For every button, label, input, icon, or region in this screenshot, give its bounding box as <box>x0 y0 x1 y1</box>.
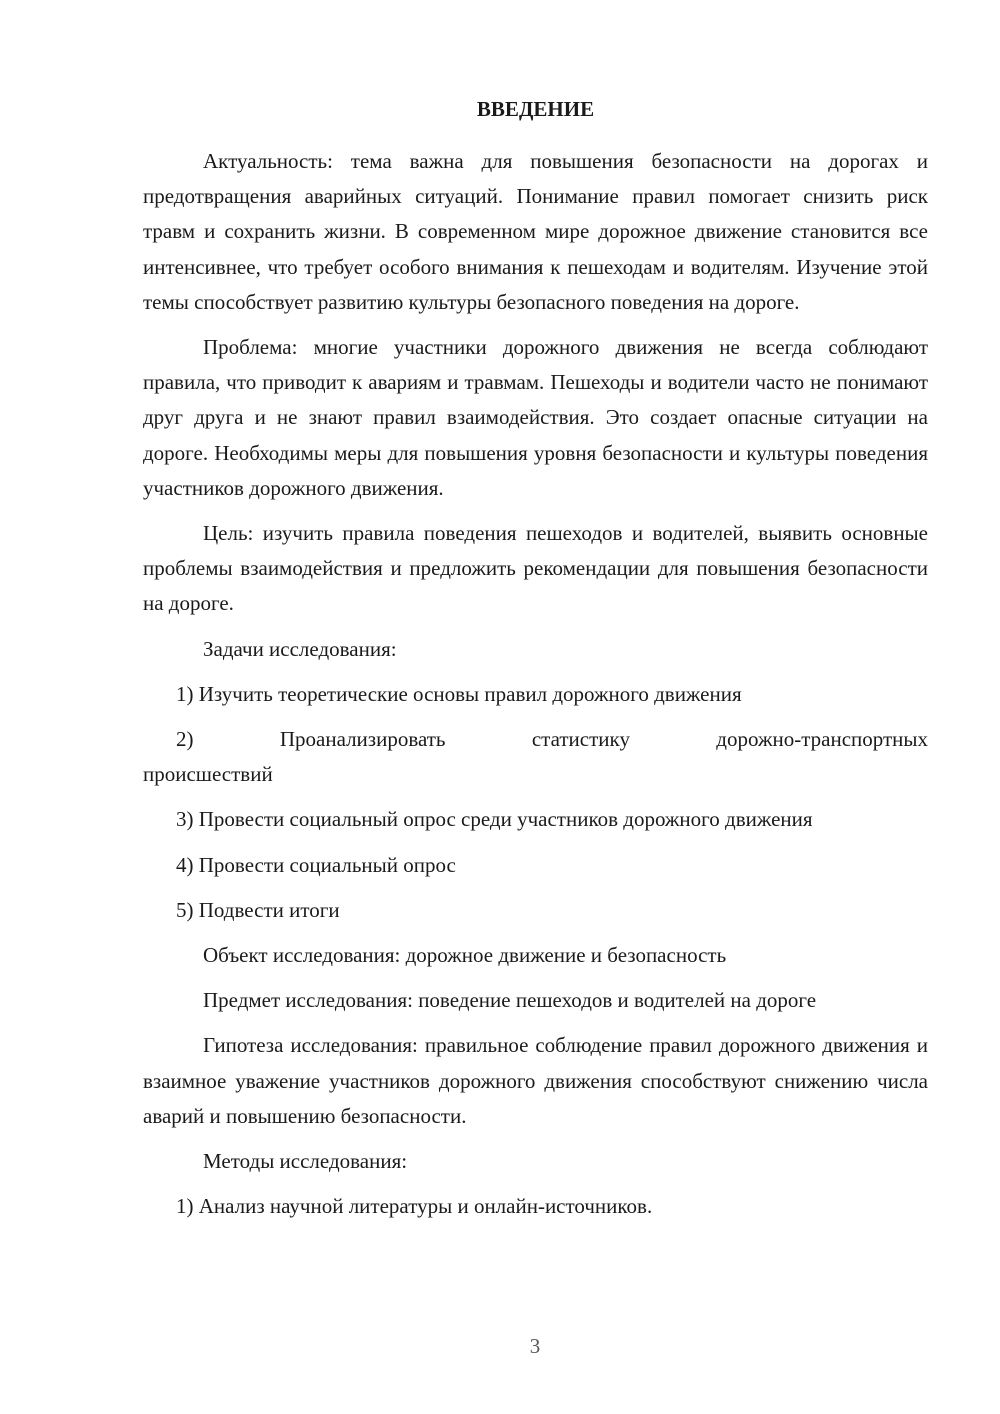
method-item-1: 1) Анализ научной литературы и онлайн-источников. <box>176 1194 653 1219</box>
problem-paragraph: Проблема: многие участники дорожного движения не всегда соблюдают правила, что приводит к авариям и травмам. Пешеходы и водители часто не понимают друг друга и не знают правил взаимодействия. Это создает опасные ситуации на дороге. Необходимы меры для повышения уровня безопасности и культуры поведения участников дорожного движения. <box>143 335 928 500</box>
methods-heading: Методы исследования: <box>203 1149 408 1174</box>
hypothesis-paragraph: Гипотеза исследования: правильное соблюдение правил дорожного движения и взаимное уважение участников дорожного движения способствуют снижению числа аварий и повышению безопасности. <box>143 1033 928 1128</box>
task-item-3: 3) Провести социальный опрос среди участников дорожного движения <box>176 807 813 832</box>
task-item-5: 5) Подвести итоги <box>176 897 340 922</box>
research-object: Объект исследования: дорожное движение и безопасность <box>203 943 727 968</box>
goal-paragraph: Цель: изучить правила поведения пешеходов и водителей, выявить основные проблемы взаимодействия и предложить рекомендации для повышения безопасности на дороге. <box>143 521 928 616</box>
research-subject: Предмет исследования: поведение пешеходов и водителей на дороге <box>203 988 817 1013</box>
section-title: ВВЕДЕНИЕ <box>476 97 595 121</box>
task-item-2 <box>143 722 928 792</box>
task-item-2-line-1: 2) Проанализировать статистику дорожно-транспортных <box>176 727 928 752</box>
relevance-paragraph: Актуальность: тема важна для повышения безопасности на дорогах и предотвращения аварийных ситуаций. Понимание правил помогает снизить риск травм и сохранить жизни. В современном мире дорожное движение становится все интенсивнее, что требует особого внимания к пешеходам и водителям. Изучение этой темы способствует развитию культуры безопасного поведения на дороге. <box>143 149 928 314</box>
document-page <box>143 94 928 1224</box>
task-item-2-line-2: происшествий <box>143 762 273 787</box>
task-item-4: 4) Провести социальный опрос <box>176 852 456 877</box>
page-number: 3 <box>529 1334 541 1358</box>
task-item-1: 1) Изучить теоретические основы правил дорожного движения <box>176 681 742 706</box>
tasks-heading: Задачи исследования: <box>203 636 397 661</box>
